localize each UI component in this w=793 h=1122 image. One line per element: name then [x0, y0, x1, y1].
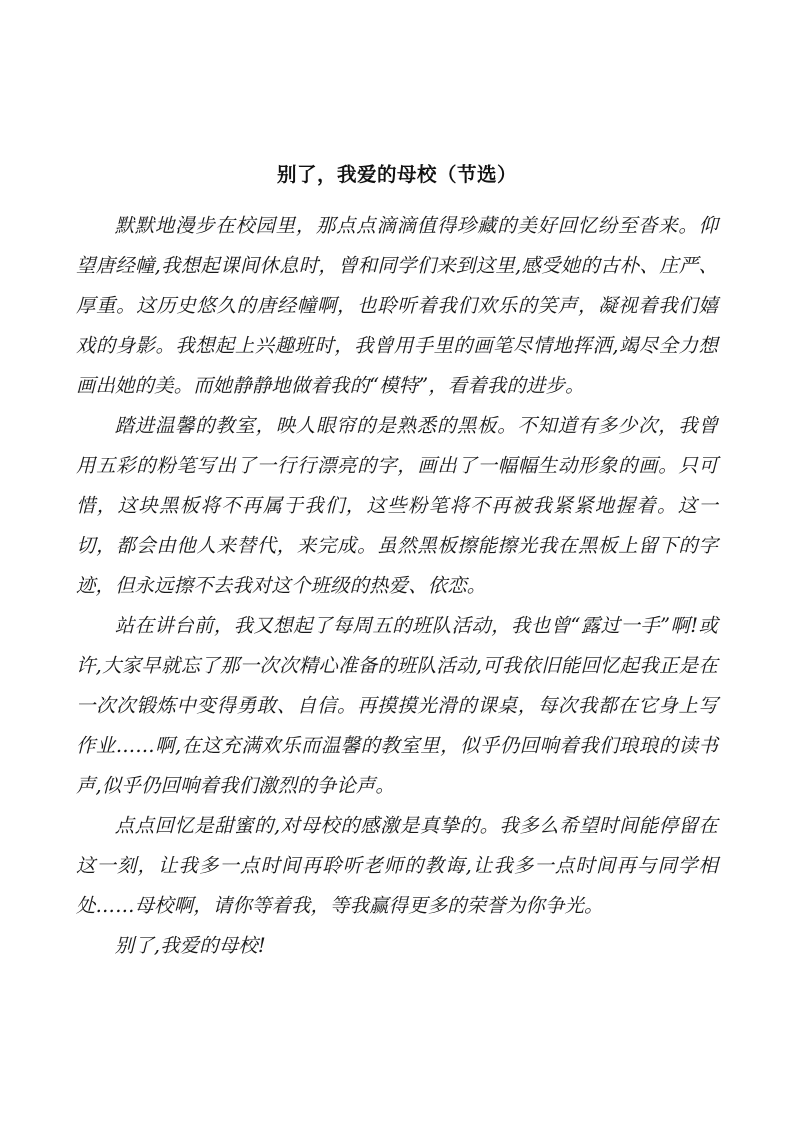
paragraph-5-closing: 别了,我爱的母校! — [114, 934, 266, 957]
page-title: 别了，我爱的母校（节选） — [276, 163, 517, 186]
document-body — [76, 160, 718, 966]
paragraph-3: 站在讲台前，我又想起了每周五的班队活动，我也曾“露过一手”啊!或许,大家早就忘了那一次次精心准备的班队活动,可我依旧能回忆起我正是在一次次锻炼中变得勇敢、自信。再摸摸光滑的课桌，每次我都在它身上写作业……啊,在这充满欢乐而温馨的教室里，似乎仍回响着我们琅琅的读书声,似乎仍回响着我们激烈的争论声。 — [76, 614, 718, 797]
paragraph-2: 踏进温馨的教室，映人眼帘的是熟悉的黑板。不知道有多少次，我曾用五彩的粉笔写出了一行行漂亮的字，画出了一幅幅生动形象的画。只可惜，这块黑板将不再属于我们，这些粉笔将不再被我紧紧地握着。这一切，都会由他人来替代，来完成。虽然黑板擦能擦光我在黑板上留下的字迹，但永远擦不去我对这个班级的热爱、依恋。 — [76, 414, 718, 597]
paragraph-1: 默默地漫步在校园里，那点点滴滴值得珍藏的美好回忆纷至沓来。仰望唐经幢,我想起课间休息时，曾和同学们来到这里,感受她的古朴、庄严、厚重。这历史悠久的唐经幢啊，也聆听着我们欢乐的笑声，凝视着我们嬉戏的身影。我想起上兴趣班时，我曾用手里的画笔尽情地挥洒,竭尽全力想画出她的美。而她静静地做着我的“模特”，看着我的进步。 — [76, 214, 718, 397]
paragraph-4: 点点回忆是甜蜜的,对母校的感激是真挚的。我多么希望时间能停留在这一刻，让我多一点时间再聆听老师的教诲,让我多一点时间再与同学相处……母校啊，请你等着我，等我赢得更多的荣誉为你争光。 — [76, 814, 718, 917]
